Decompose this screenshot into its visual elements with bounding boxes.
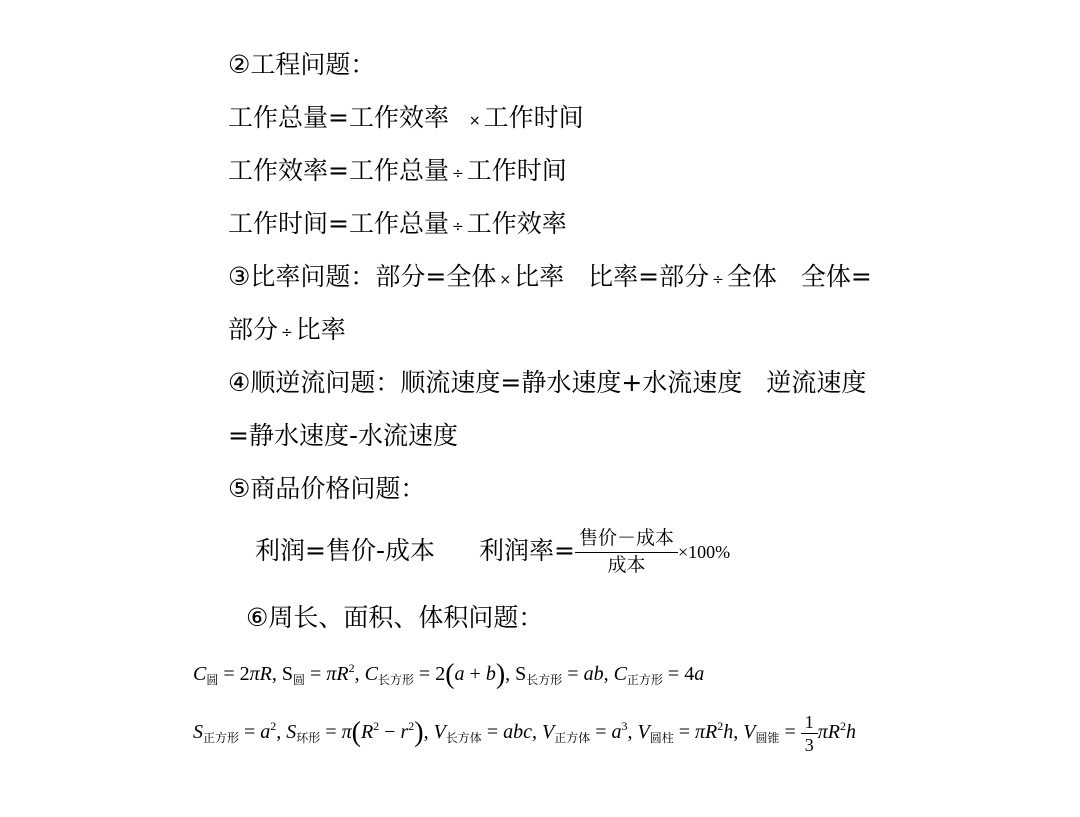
divide-sign: ÷ [281, 325, 293, 341]
work-formula-time: 工作时间=工作总量 ÷ 工作效率 [228, 209, 567, 238]
profit-rate-fraction: $\frac{\text{售价－成本}}{\text{成本}}$ [575, 528, 678, 577]
stream-problem-line: ④顺逆流问题：顺流速度=静水速度+水流速度 逆流速度 [228, 368, 867, 397]
stream-problem-cont: =静水速度-水流速度 [228, 421, 458, 450]
work-formula-total: 工作总量=工作效率 × 工作时间 [228, 103, 584, 132]
price-problem-formulas: 利润=售价-成本 利润率= $\frac{\text{售价－成本}}{\text{成本}}$ ×100% [255, 527, 731, 576]
one-third-fraction: $\frac{1}{3}$ [801, 713, 818, 754]
divide-sign: ÷ [451, 166, 464, 182]
area-volume-formula: $S_{正方形} = a^2$, $S_{环形} = \pi(R^2 - r^2)$, $V_{长方体}$ = abc, $V_{正方体} = a^3$, $V_{圆柱} = \pi R^2h$, $V_{圆锥}$ = $\frac{1}{3}$ $\pi R^2h$ [193, 712, 857, 755]
multiply-sign: × [499, 272, 512, 288]
profit-formula: 利润=售价-成本 [255, 536, 435, 565]
profit-rate-label: 利润率= [478, 536, 575, 565]
work-problem-title: ②工程问题： [228, 50, 376, 79]
multiply-sign: × [468, 113, 481, 129]
work-formula-efficiency: 工作效率=工作总量 ÷ 工作时间 [228, 156, 567, 185]
perimeter-area-formula: $C_圆 = 2\pi R$, $S_圆 = \pi R^2$, $C_{长方形} = 2(a + b)$, $S_{长方形}$ = ab, $C_{正方形} = 4a$ [193, 659, 705, 690]
ratio-problem-cont: 部分 ÷ 比率 [228, 315, 346, 344]
geometry-problem-title: ⑥周长、面积、体积问题： [246, 603, 544, 632]
price-problem-title: ⑤商品价格问题： [228, 474, 426, 503]
ratio-problem-line: ③比率问题：部分=全体 × 比率 比率=部分 ÷ 全体 全体= [228, 262, 872, 291]
divide-sign: ÷ [712, 272, 724, 288]
divide-sign: ÷ [451, 219, 464, 235]
